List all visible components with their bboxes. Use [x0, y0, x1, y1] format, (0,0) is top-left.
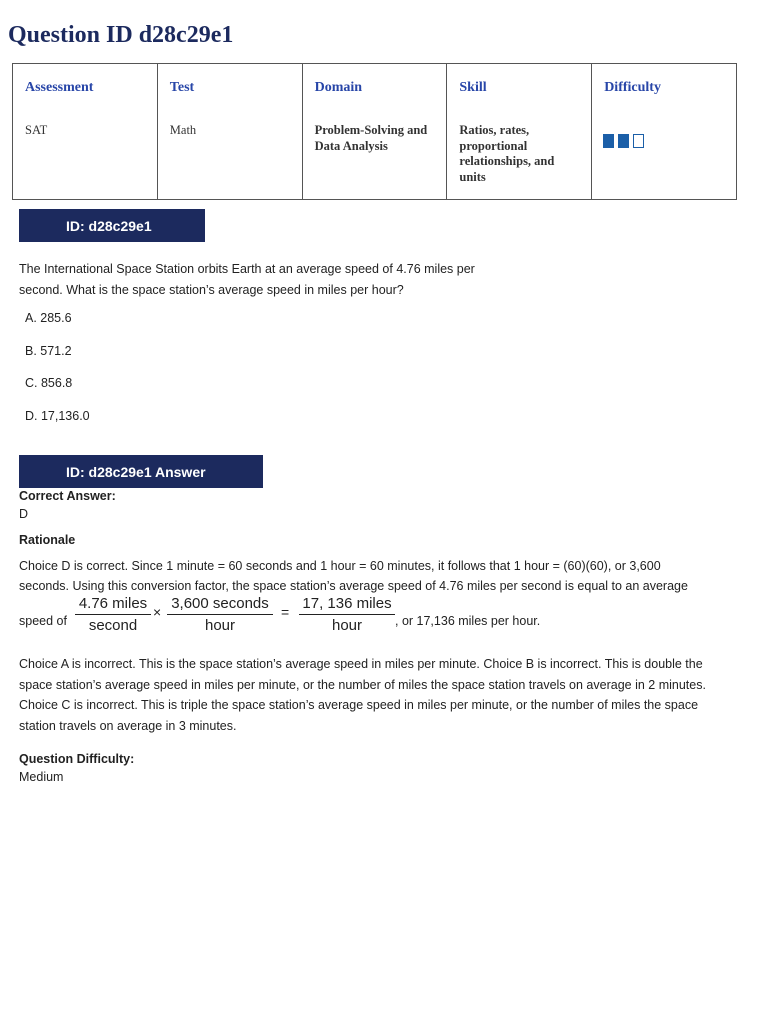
assessment-value: SAT	[25, 123, 48, 137]
assessment-header: Assessment	[25, 80, 94, 95]
test-value: Math	[169, 123, 197, 137]
answer-id-banner: ID: d28c29e1 Answer	[19, 455, 263, 488]
difficulty-bar-filled	[603, 134, 614, 148]
fraction-1-denominator: second	[88, 617, 138, 634]
correct-answer-value: D	[19, 507, 29, 521]
choice-b: B. 571.2	[25, 344, 72, 358]
domain-cell	[302, 64, 447, 200]
page-title: Question ID d28c29e1	[8, 22, 234, 48]
rationale-line-2: seconds. Using this conversion factor, the space station’s average speed of 4.76 miles per second is equal to an average	[19, 579, 688, 593]
difficulty-bar-filled	[618, 134, 629, 148]
test-header: Test	[169, 80, 195, 95]
rationale-heading: Rationale	[19, 533, 76, 547]
fraction-2-denominator: hour	[204, 617, 236, 634]
equals-sign: =	[281, 604, 290, 620]
incorrect-line-2: space station’s average speed in miles per minute, or the number of miles the space station travels on average in 2 minutes.	[19, 678, 706, 692]
fraction-miles-per-second	[75, 594, 151, 635]
question-stem-line-2: second. What is the space station’s average speed in miles per hour?	[19, 283, 404, 297]
fraction-seconds-per-hour	[167, 594, 273, 635]
skill-cell	[447, 64, 592, 200]
rationale-line-1: Choice D is correct. Since 1 minute = 60 seconds and 1 hour = 60 minutes, it follows that 1 hour = (60)(60), or 3,600	[19, 559, 661, 573]
choice-a: A. 285.6	[25, 311, 72, 325]
fraction-3-numerator: 17, 136 miles	[302, 595, 392, 612]
correct-answer-label: Correct Answer:	[19, 489, 116, 503]
difficulty-header: Difficulty	[604, 80, 661, 95]
incorrect-line-1: Choice A is incorrect. This is the space station’s average speed in miles per minute. Choice B is incorrect. This is double the	[19, 657, 703, 671]
assessment-cell	[13, 64, 158, 200]
question-meta-table	[12, 63, 737, 200]
incorrect-line-4: station travels on average in 3 minutes.	[19, 719, 237, 733]
conversion-equation	[19, 594, 739, 638]
skill-header: Skill	[459, 80, 487, 95]
choice-c: C. 856.8	[25, 376, 73, 390]
fraction-2-numerator: 3,600 seconds	[171, 595, 269, 612]
domain-header: Domain	[314, 80, 363, 95]
domain-value: Problem-Solving and Data Analysis	[314, 123, 428, 153]
equation-prefix: speed of	[19, 614, 67, 628]
question-difficulty-label: Question Difficulty:	[19, 752, 135, 766]
equation-suffix: , or 17,136 miles per hour.	[395, 614, 541, 628]
difficulty-cell	[592, 64, 737, 200]
difficulty-indicator	[603, 134, 644, 148]
skill-value: Ratios, rates, proportional relationships, and units	[459, 123, 555, 184]
times-sign: ×	[153, 604, 162, 620]
incorrect-line-3: Choice C is incorrect. This is triple the space station’s average speed in miles per minute, or the number of miles the space	[19, 698, 699, 712]
fraction-1-numerator: 4.76 miles	[78, 595, 148, 612]
difficulty-bar-empty	[633, 134, 644, 148]
test-cell	[157, 64, 302, 200]
question-difficulty-value: Medium	[19, 770, 64, 784]
fraction-miles-per-hour	[299, 594, 395, 635]
question-id-banner: ID: d28c29e1	[19, 209, 205, 242]
choice-d: D. 17,136.0	[25, 409, 90, 423]
fraction-3-denominator: hour	[331, 617, 363, 634]
question-stem-line-1: The International Space Station orbits Earth at an average speed of 4.76 miles per	[19, 262, 475, 276]
